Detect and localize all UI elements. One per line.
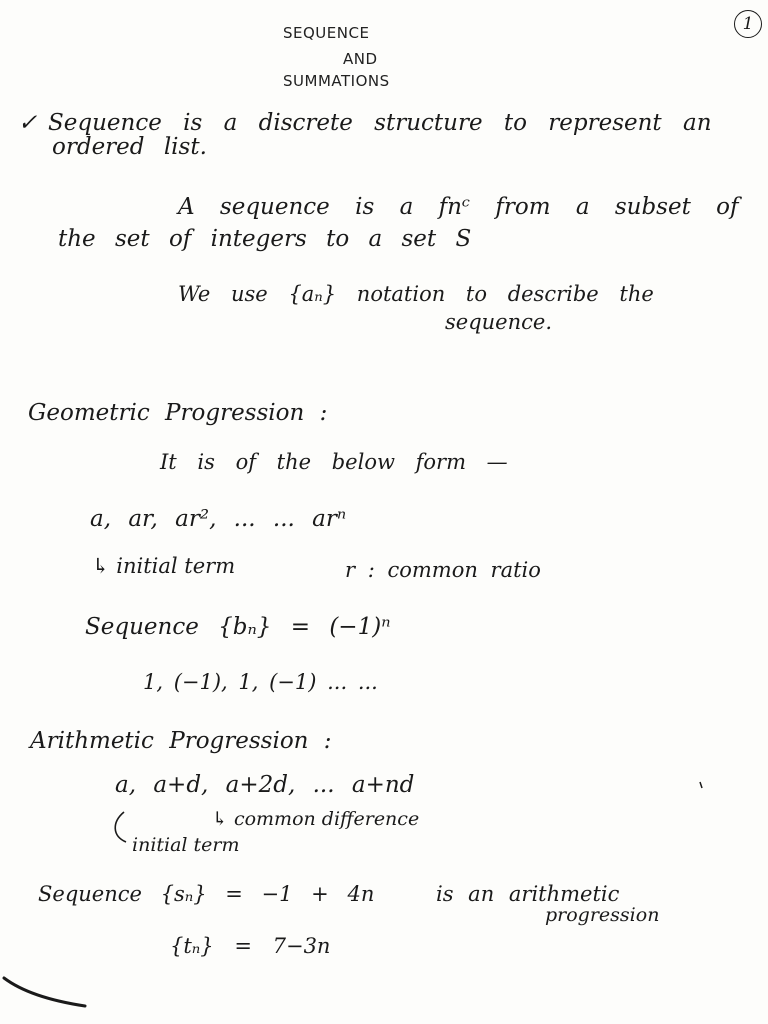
arithmetic-example-2: {tₙ} = 7−3n: [170, 934, 331, 958]
geometric-common-ratio: r : common ratio: [345, 558, 541, 582]
arithmetic-example-1-note: is an arithmetic: [436, 882, 620, 906]
geometric-terms: a, ar, ar², ... ... arⁿ: [90, 506, 347, 532]
geometric-example: Sequence {bₙ} = (−1)ⁿ: [85, 614, 391, 640]
initial-term-arrow: [115, 812, 126, 842]
function-def-line-1: A sequence is a fnᶜ from a subset of: [178, 194, 739, 220]
geometric-intro: It is of the below form —: [160, 450, 508, 474]
notation-line-2: sequence.: [445, 310, 552, 334]
pen-stroke-bottom-left: [4, 978, 85, 1006]
geometric-example-terms: 1, (−1), 1, (−1) ... ...: [143, 670, 378, 694]
arithmetic-terms: a, a+d, a+2d, ... a+nd: [115, 772, 415, 798]
title-line-3: SUMMATIONS: [283, 72, 390, 90]
arithmetic-heading: Arithmetic Progression :: [30, 728, 332, 754]
definition-line-1: Sequence is a discrete structure to represent an: [48, 110, 712, 136]
arithmetic-common-difference: ↳ common difference: [212, 808, 420, 830]
arithmetic-example-1: Sequence {sₙ} = −1 + 4n: [38, 882, 375, 906]
page-number: 1: [734, 10, 762, 38]
geometric-heading: Geometric Progression :: [28, 400, 328, 426]
pen-tick-right: [700, 782, 702, 788]
title-line-1: SEQUENCE: [283, 24, 370, 42]
arithmetic-initial-term: initial term: [132, 834, 240, 856]
function-def-line-2: the set of integers to a set S: [58, 226, 472, 252]
definition-line-2: ordered list.: [52, 134, 207, 160]
notation-line-1: We use {aₙ} notation to describe the: [178, 282, 654, 306]
geometric-initial-term: ↳ initial term: [92, 554, 236, 578]
checkmark-icon: ✓: [18, 110, 38, 136]
arithmetic-example-1-note-2: progression: [545, 904, 660, 926]
title-line-2: AND: [343, 50, 378, 68]
